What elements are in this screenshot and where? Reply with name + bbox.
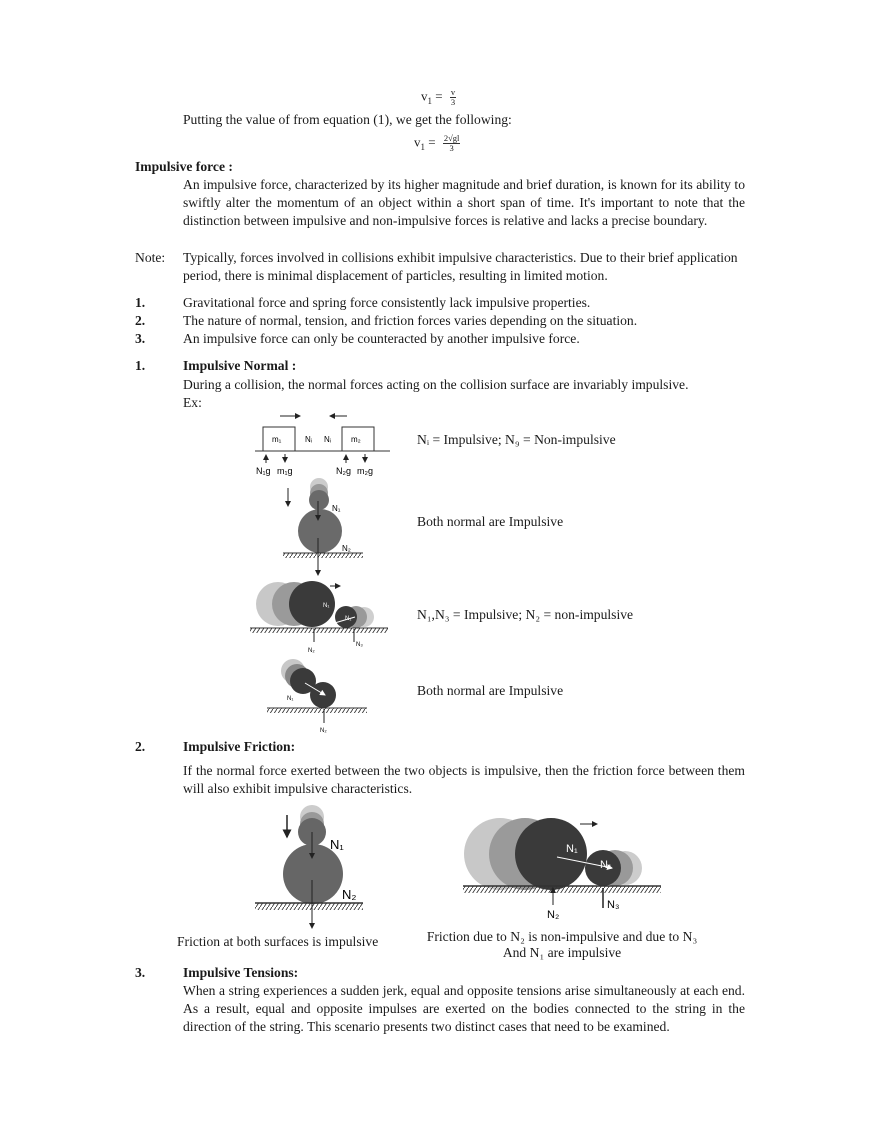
label-n3: N₃ [356, 642, 363, 648]
numerator: 2√gl [443, 133, 460, 143]
section-number: 3. [135, 965, 146, 980]
label-m1: m₁ [272, 435, 282, 444]
eq-op: = [428, 134, 436, 150]
impulsive-tensions-body: When a string experiences a sudden jerk, equal and opposite tensions arise simultaneously at each end. As a result, equal and opposite impulses are exerted on the bodies connected to the string in the direction of the string. This scenario presents two distinct cases that need to be examined. [183, 983, 745, 1034]
eq-op: = [435, 88, 443, 104]
impulsive-normal-heading: Impulsive Normal : [183, 358, 297, 373]
figure-caption: Nᵢ = Impulsive; N₉ = Non-impulsive [417, 432, 616, 447]
eq-lhs: v [414, 134, 421, 150]
putting-text: Putting the value of from equation (1), we get the following: [183, 112, 512, 127]
figure-caption-right [402, 929, 722, 961]
impulsive-normal-body: During a collision, the normal forces acting on the collision surface are invariably impulsive. [183, 377, 689, 392]
equation-v1-v-over-3 [421, 88, 456, 107]
label-ni: Nᵢ [324, 435, 332, 444]
fraction [450, 88, 456, 107]
eq-sub: 1 [427, 96, 432, 107]
eq-sub: 1 [420, 142, 425, 153]
label-n1: N₁ [345, 616, 352, 622]
impulsive-force-body: An impulsive force, characterized by its higher magnitude and brief duration, is known for its ability to swiftly alter the momentum of an object within a short span of time. It's important to note that the distinction between impulsive and non-impulsive forces is relative and lacks a precise boundary. [183, 177, 745, 228]
label-n2: N₂ [320, 728, 327, 734]
rolling-balls-diagram [248, 580, 390, 656]
numerator: v [450, 87, 456, 97]
point-number: 3. [135, 331, 146, 346]
point-text: Gravitational force and spring force consistently lack impulsive properties. [183, 295, 591, 310]
label-n1: N₁ [332, 504, 341, 513]
denominator: 3 [449, 143, 454, 153]
impulsive-tensions-heading: Impulsive Tensions: [183, 965, 299, 980]
label-m2g: m₂g [357, 466, 373, 476]
friction-stacked-balls-diagram [252, 805, 372, 930]
point-number: 2. [135, 313, 146, 328]
label-n2: N₂ [308, 648, 315, 654]
label-n1: N₁ [330, 837, 344, 852]
caption-line: And N₁ are impulsive [502, 945, 622, 960]
friction-rolling-balls-diagram [460, 810, 665, 920]
figure-caption: Both normal are Impulsive [417, 683, 564, 698]
note-body: Typically, forces involved in collisions exhibit impulsive characteristics. Due to their brief application period, there is minimal displacement of particles, resulting in limited motion. [183, 250, 738, 283]
label-m1g: m₁g [277, 466, 293, 476]
label-n1g: N₁g [256, 466, 271, 476]
eq-lhs: v [421, 88, 428, 104]
label-n2: N₂ [342, 887, 357, 902]
colliding-balls-diagram [265, 655, 375, 735]
figure-caption: Both normal are Impulsive [417, 514, 564, 529]
point-number: 1. [135, 295, 146, 310]
label-m2: m₂ [351, 435, 361, 444]
fraction [443, 134, 461, 153]
stacked-balls-diagram [275, 478, 375, 578]
blocks-collision-diagram [250, 410, 400, 476]
section-number: 2. [135, 739, 146, 754]
note-label: Note: [135, 250, 166, 265]
figure-caption-left: Friction at both surfaces is impulsive [177, 934, 379, 949]
impulsive-friction-heading: Impulsive Friction: [183, 739, 296, 754]
label-n2: N₂ [342, 544, 351, 553]
label-n1: N₁ [600, 859, 612, 871]
caption-line: Friction due to N₂ is non-impulsive and due to N₃ [426, 929, 698, 944]
label-n1: N₁ [566, 843, 578, 855]
section-number: 1. [135, 358, 146, 373]
label-n3: N₃ [607, 899, 620, 911]
impulsive-friction-body: If the normal force exerted between the two objects is impulsive, then the friction force between them will also exhibit impulsive characteristics. [183, 763, 745, 796]
point-text: The nature of normal, tension, and friction forces varies depending on the situation. [183, 313, 638, 328]
label-n1: N₁ [323, 603, 330, 609]
point-text: An impulsive force can only be counteracted by another impulsive force. [183, 331, 580, 346]
label-n2: N₂ [547, 909, 560, 920]
label-ni: Nᵢ [305, 435, 313, 444]
label-n2g: N₂g [336, 466, 351, 476]
impulsive-force-heading: Impulsive force : [135, 159, 233, 174]
label-n1: N₁ [287, 696, 294, 702]
figure-caption: N₁,N₃ = Impulsive; N₂ = non-impulsive [417, 607, 634, 622]
denominator: 3 [450, 97, 456, 107]
equation-v1-result [414, 134, 460, 153]
example-label: Ex: [183, 395, 202, 410]
